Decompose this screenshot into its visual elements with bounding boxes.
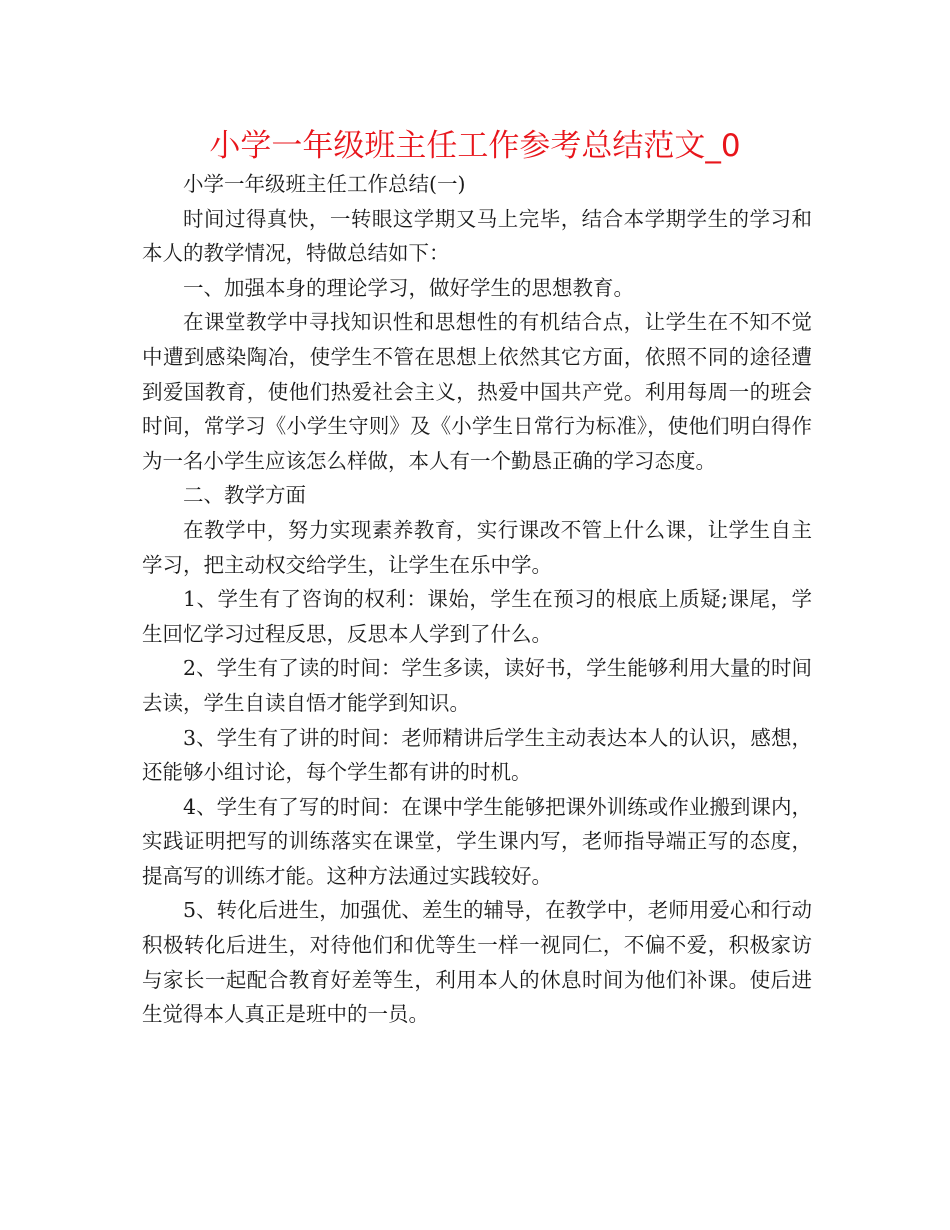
paragraph-quality-education: 在教学中，努力实现素养教育，实行课改不管上什么课，让学生自主学习，把主动权交给学生，让学生在乐中学。 (142, 517, 812, 577)
paragraph-subtitle: 小学一年级班主任工作总结(一) (183, 172, 466, 196)
paragraph-point-4: 4、学生有了写的时间：在课中学生能够把课外训练或作业搬到课内，实践证明把写的训练落实在课堂，学生课内写，老师指导端正写的态度，提高写的训练才能。这种方法通过实践较好。 (142, 794, 812, 888)
paragraph-intro: 时间过得真快，一转眼这学期又马上完毕，结合本学期学生的学习和本人的教学情况，特做总结如下： (142, 206, 812, 266)
document-title: 小学一年级班主任工作参考总结范文_0 (209, 128, 741, 164)
paragraph-point-2: 2、学生有了读的时间：学生多读，读好书，学生能够利用大量的时间去读，学生自读自悟才能学到知识。 (142, 656, 812, 715)
paragraph-heading-theory: 一、加强本身的理论学习，做好学生的思想教育。 (183, 275, 634, 300)
paragraph-point-5: 5、转化后进生，加强优、差生的辅导，在教学中，老师用爱心和行动积极转化后进生，对待他们和优等生一样一视同仁，不偏不爱，积极家访与家长一起配合教育好差等生，利用本人的休息时间为他们补课。使后进生觉得本人真正是班中的一员。 (142, 898, 812, 1027)
document-body (142, 167, 812, 1032)
paragraph-heading-teaching: 二、教学方面 (183, 483, 306, 508)
paragraph-point-3: 3、学生有了讲的时间：老师精讲后学生主动表达本人的认识，感想，还能够小组讨论，每个学生都有讲的时机。 (142, 725, 812, 785)
paragraph-point-1: 1、学生有了咨询的权利：课始，学生在预习的根底上质疑;课尾，学生回忆学习过程反思，反思本人学到了什么。 (142, 587, 812, 646)
paragraph-moral-education: 在课堂教学中寻找知识性和思想性的有机结合点，让学生在不知不觉中遭到感染陶冶，使学生不管在思想上依然其它方面，依照不同的途径遭到爱国教育，使他们热爱社会主义，热爱中国共产党。利用每周一的班会时间，常学习《小学生守则》及《小学生日常行为标准》，使他们明白得作为一名小学生应该怎么样做，本人有一个勤恳正确的学习态度。 (142, 310, 812, 473)
